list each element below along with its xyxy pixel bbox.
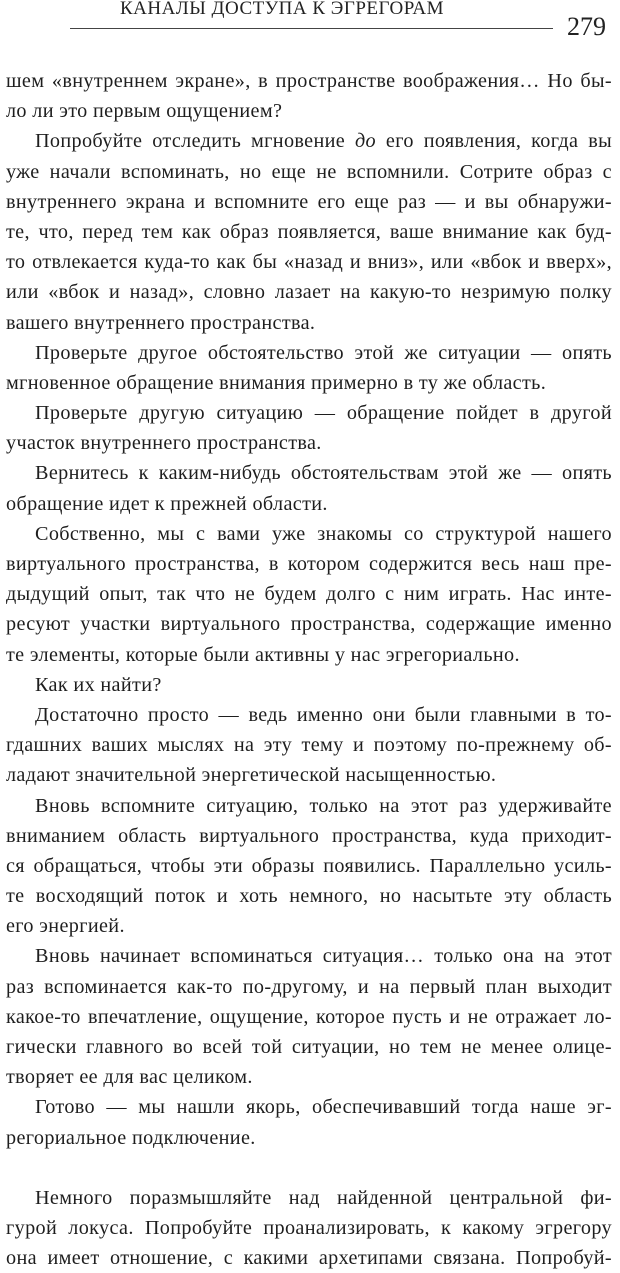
text-line: Немного поразмышляйте над найденной центральной фи- <box>35 1186 612 1209</box>
text-line: обращение идет к прежней области. <box>6 492 328 515</box>
text-line: виртуального пространства, в котором содержится весь наш пре- <box>6 553 612 575</box>
running-head <box>0 0 620 44</box>
page-number: 279 <box>567 12 606 41</box>
text-line: уже начали вспоминать, но еще не вспомнили. Сотрите образ с <box>6 160 612 183</box>
running-title: КАНАЛЫ ДОСТУПА К ЭГРЕГОРАМ <box>120 0 444 19</box>
text-line: Достаточно просто — ведь именно они были главными в то- <box>35 703 612 726</box>
text-line: гдашних ваших мыслях на эту тему и поэтому по-прежнему об- <box>6 734 612 757</box>
text-line: шем «внутреннем экране», в пространстве воображения… Но бы- <box>6 70 612 92</box>
body-text <box>6 66 612 1273</box>
text-line: его энергией. <box>6 915 125 938</box>
text-line: раз вспоминается как-то по-другому, и на первый план выходит <box>6 975 612 998</box>
text-line: гически главного во всей той ситуации, но тем не менее олице- <box>6 1036 612 1058</box>
text-line: Собственно, мы с вами уже знакомы со структурой нашего <box>35 522 612 545</box>
text-line: ся обращаться, чтобы эти образы появились. Параллельно усиль- <box>6 854 612 877</box>
text-segment: его появления, когда вы <box>376 130 612 153</box>
text-line: дыдущий опыт, так что не будем долго с ним играть. Нас инте- <box>6 583 612 606</box>
text-line: ло ли это первым ощущением? <box>6 100 283 123</box>
text-line: те восходящий поток и хоть немного, но насытьте эту область <box>6 885 612 908</box>
text-line: ресуют участки виртуального пространства, содержащие именно <box>6 613 612 636</box>
text-line: Проверьте другое обстоятельство этой же ситуации — опять <box>35 341 612 364</box>
text-line: Вернитесь к каким-нибудь обстоятельствам этой же — опять <box>35 462 612 485</box>
text-line: те, что, перед тем как образ появляется, ваше внимание как буд- <box>6 220 612 243</box>
text-line: Проверьте другую ситуацию — обращение пойдет в другой <box>35 402 612 425</box>
text-line: ладают значительной энергетической насыщенностью. <box>6 764 497 787</box>
text-line: Вновь вспомните ситуацию, только на этот раз удерживайте <box>35 794 612 817</box>
text-line: Готово — мы нашли якорь, обеспечивавший тогда наше эг- <box>35 1096 612 1119</box>
text-line: или «вбок и назад», словно лазает на какую-то незримую полку <box>6 281 612 304</box>
text-line: какое-то впечатление, ощущение, которое пусть и не отражает ло- <box>6 1005 612 1028</box>
text-line: регориальное подключение. <box>6 1126 256 1149</box>
text-line: мгновенное обращение внимания примерно в ту же область. <box>6 371 547 394</box>
section-gap <box>6 1153 612 1183</box>
header-rule <box>70 28 553 29</box>
italic-word: до <box>355 130 377 153</box>
text-line <box>6 126 612 156</box>
text-line: участок внутреннего пространства. <box>6 432 322 455</box>
text-line: гурой локуса. Попробуйте проанализировать, к какому эгрегору <box>6 1216 612 1239</box>
text-line: вашего внутреннего пространства. <box>6 311 316 334</box>
text-line: вниманием область виртуального пространства, куда приходит- <box>6 824 612 847</box>
text-line: Как их найти? <box>35 673 162 696</box>
text-line: Вновь начинает вспоминаться ситуация… только она на этот <box>35 945 612 968</box>
text-segment: Попробуйте отследить мгновение <box>35 130 355 153</box>
text-line: она имеет отношение, с какими архетипами связана. Попробуй- <box>6 1247 612 1270</box>
text-line: творяет ее для вас целиком. <box>6 1066 253 1089</box>
text-line: внутреннего экрана и вспомните его еще раз — и вы обнаружи- <box>6 190 612 213</box>
text-line: то отвлекается куда-то как бы «назад и вниз», или «вбок и вверх», <box>6 251 612 274</box>
text-line: те элементы, которые были активны у нас эгрегориально. <box>6 643 520 666</box>
